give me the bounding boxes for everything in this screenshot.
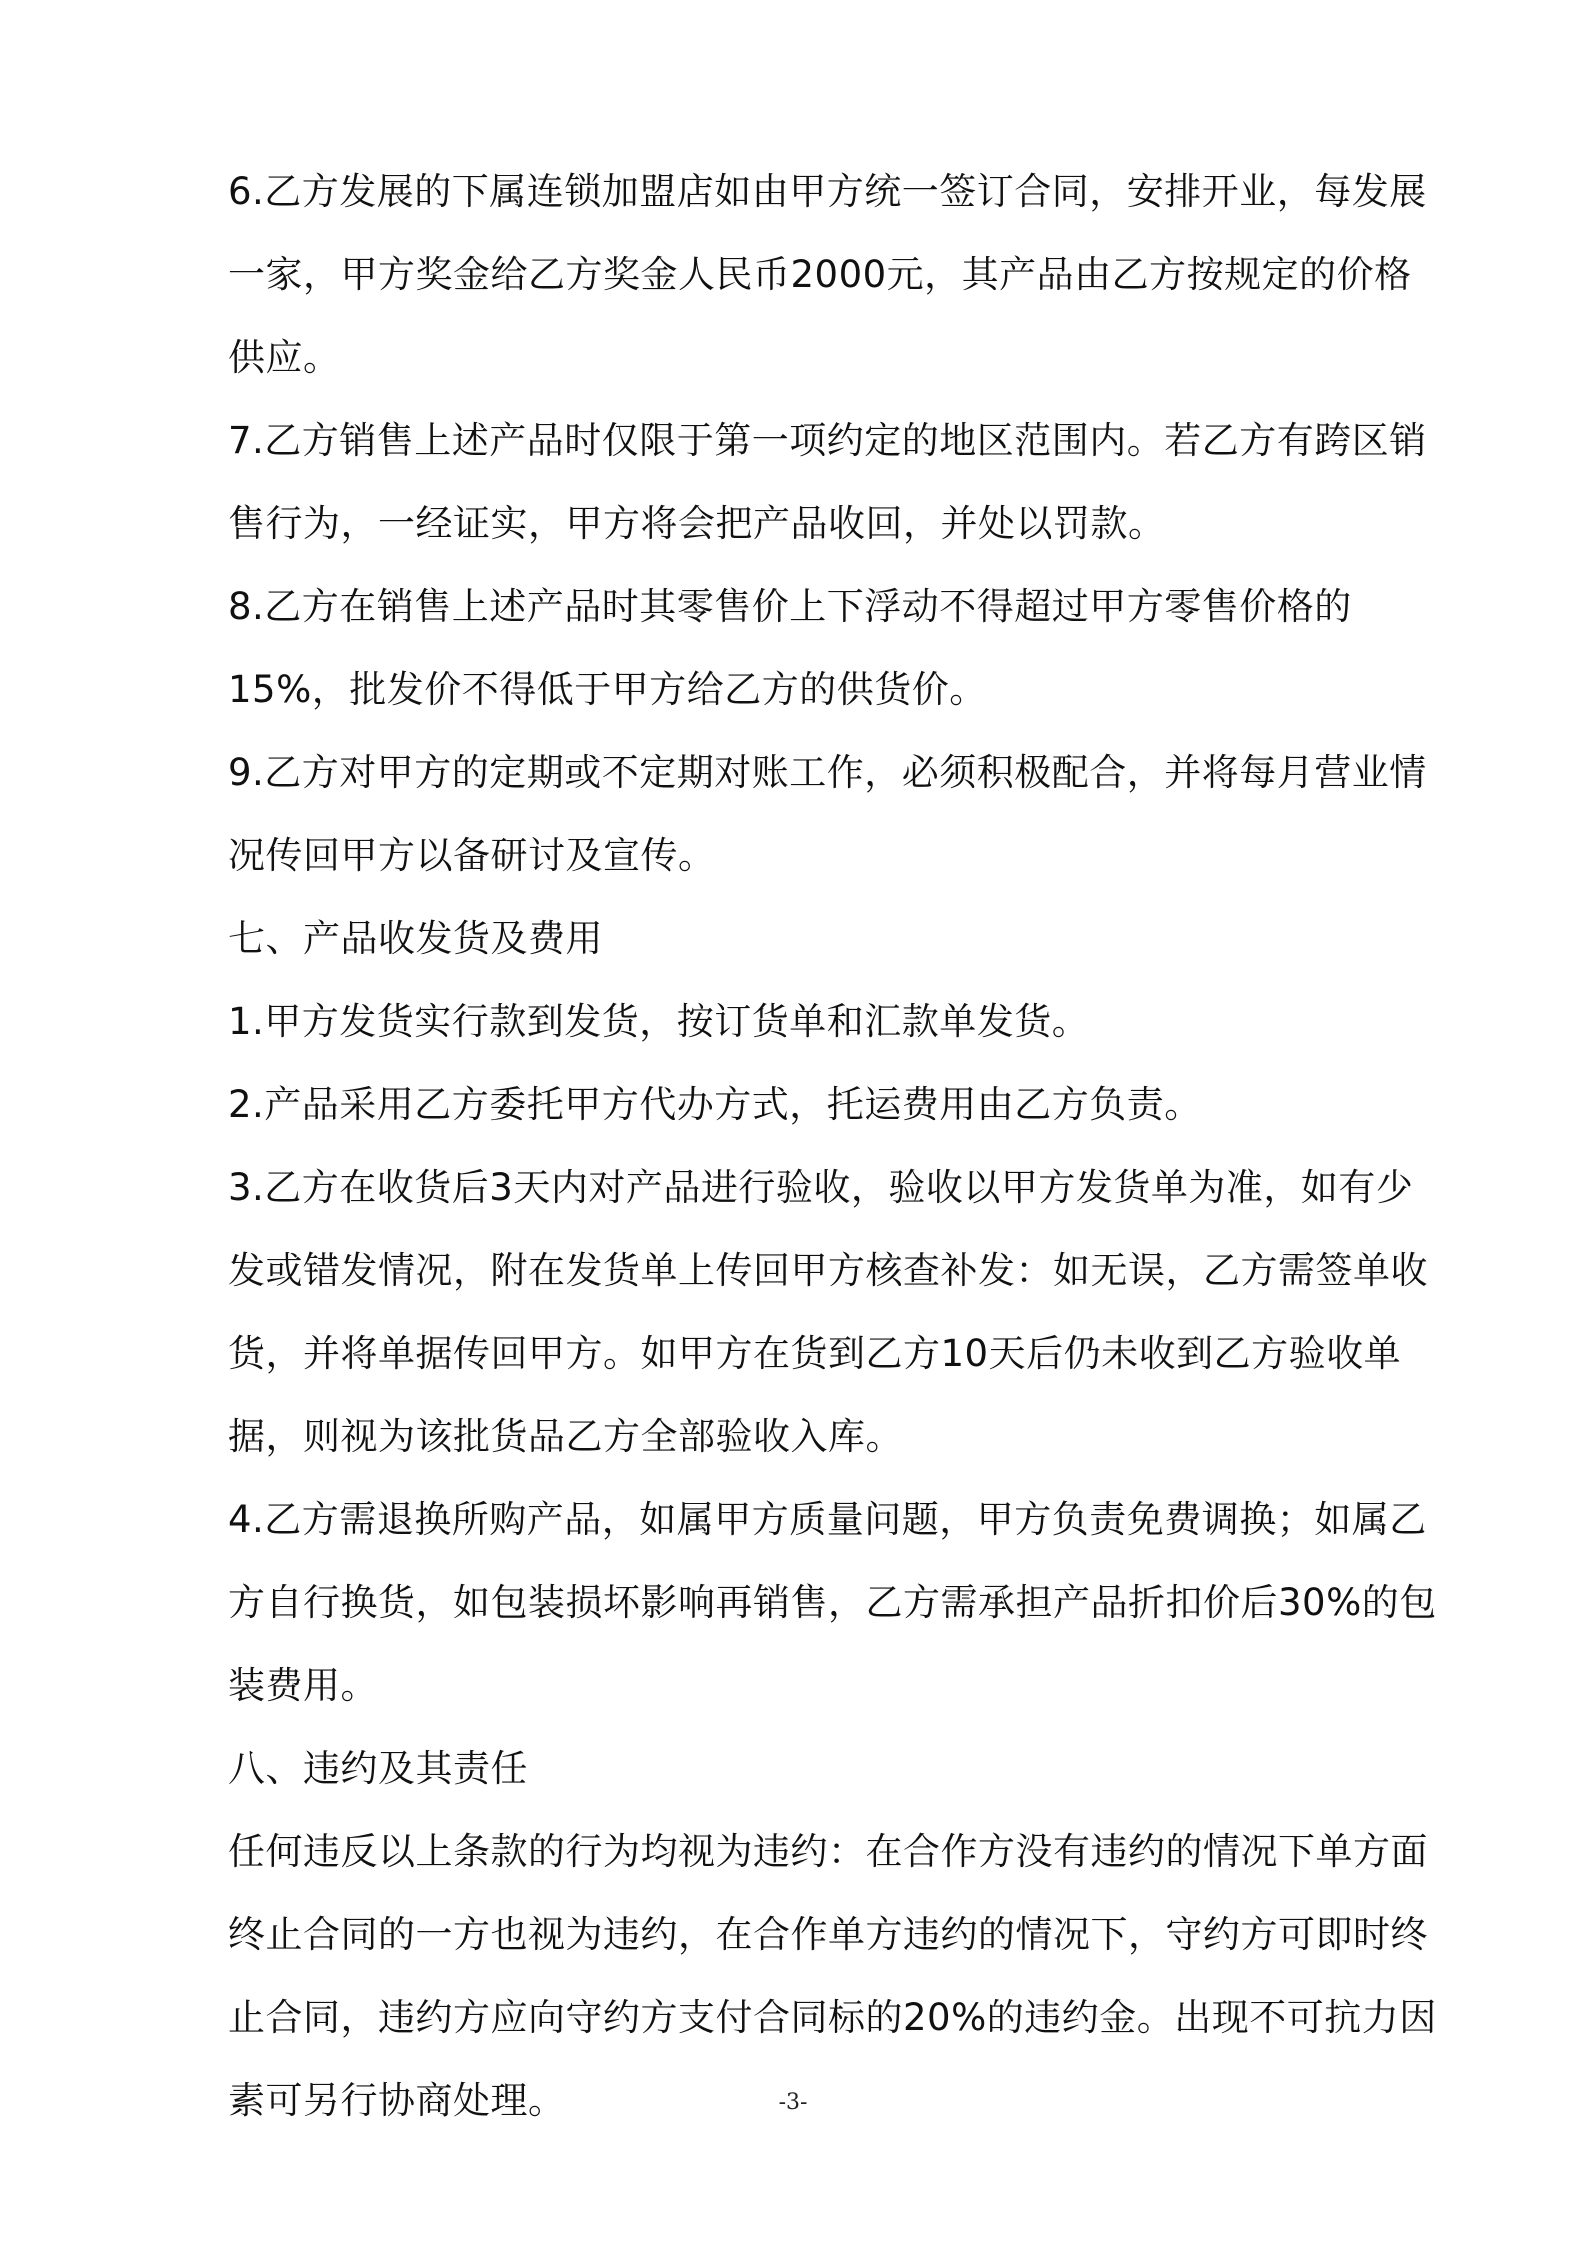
clause-9: 9.乙方对甲方的定期或不定期对账工作，必须积极配合，并将每月营业情况传回甲方以备研讨及宣传。 (228, 751, 1427, 877)
shipping-clause-1: 1.甲方发货实行款到发货，按订货单和汇款单发货。 (228, 1000, 1090, 1043)
breach-clause: 任何违反以上条款的行为均视为违约：在合作方没有违约的情况下单方面终止合同的一方也视为违约，在合作单方违约的情况下，守约方可即时终止合同，违约方应向守约方支付合同标的20%的违约金。出现不可抗力因素可另行协商处理。 (228, 1830, 1437, 2122)
section-heading-7: 七、产品收发货及费用 (228, 917, 603, 960)
clause-7: 7.乙方销售上述产品时仅限于第一项约定的地区范围内。若乙方有跨区销售行为，一经证实，甲方将会把产品收回，并处以罚款。 (228, 419, 1427, 545)
shipping-clause-2: 2.产品采用乙方委托甲方代办方式，托运费用由乙方负责。 (228, 1083, 1202, 1126)
section-heading-8: 八、违约及其责任 (228, 1747, 528, 1790)
clause-8: 8.乙方在销售上述产品时其零售价上下浮动不得超过甲方零售价格的15%，批发价不得低于甲方给乙方的供货价。 (228, 585, 1352, 711)
clause-6: 6.乙方发展的下属连锁加盟店如由甲方统一签订合同，安排开业，每发展一家，甲方奖金给乙方奖金人民币2000元，其产品由乙方按规定的价格供应。 (228, 170, 1427, 379)
document-body (228, 150, 1446, 2142)
shipping-clause-3: 3.乙方在收货后3天内对产品进行验收，验收以甲方发货单为准，如有少发或错发情况，附在发货单上传回甲方核查补发：如无误，乙方需签单收货，并将单据传回甲方。如甲方在货到乙方10天后仍未收到乙方验收单据，则视为该批货品乙方全部验收入库。 (228, 1166, 1428, 1458)
shipping-clause-4: 4.乙方需退换所购产品，如属甲方质量问题，甲方负责免费调换；如属乙方自行换货，如包装损坏影响再销售，乙方需承担产品折扣价后30%的包装费用。 (228, 1498, 1437, 1707)
page-number: -3- (778, 2090, 808, 2115)
